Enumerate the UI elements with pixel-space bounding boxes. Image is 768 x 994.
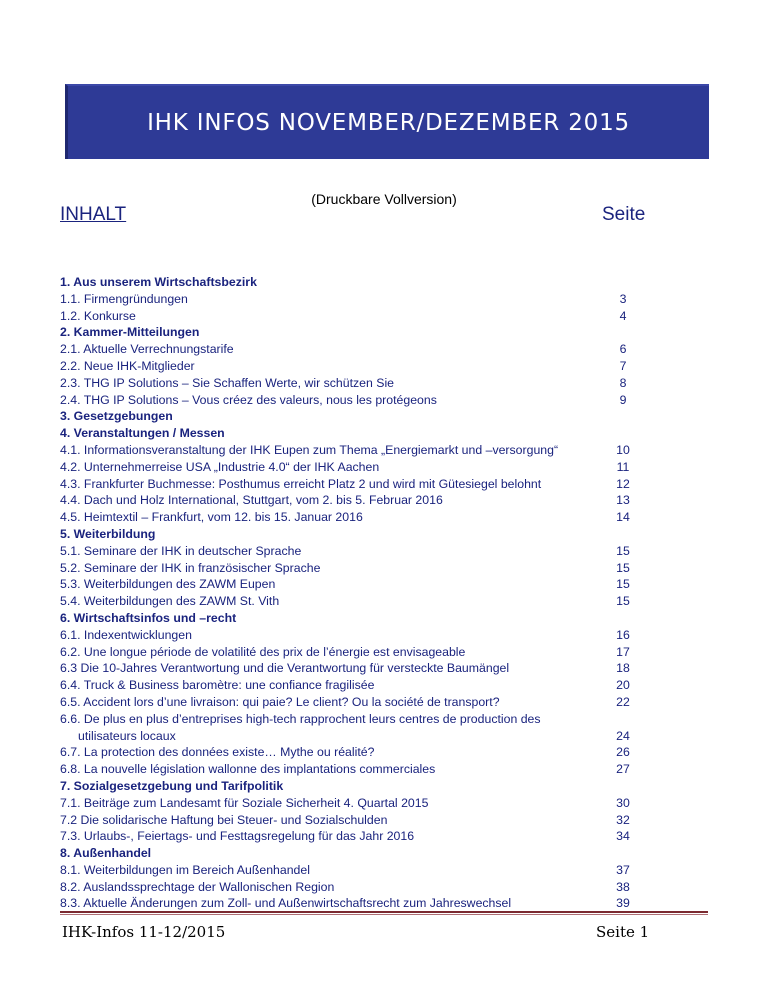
toc-entry-title: 2. Kammer-Mitteilungen xyxy=(60,325,200,340)
toc-entry xyxy=(60,711,680,745)
toc-entry xyxy=(60,660,680,677)
toc-section-heading xyxy=(60,526,680,543)
toc-entry-page: 15 xyxy=(616,594,630,609)
toc-entry-title: 5.3. Weiterbildungen des ZAWM Eupen xyxy=(60,577,276,592)
toc-entry-title: 1.2. Konkurse xyxy=(60,308,136,323)
toc-entry-page: 37 xyxy=(616,862,630,877)
toc-entry-title: 4.3. Frankfurter Buchmesse: Posthumus erreicht Platz 2 und wird mit Gütesiegel belohnt xyxy=(60,476,542,491)
toc-entry-page: 27 xyxy=(616,762,630,777)
toc-entry-title: 6.7. La protection des données existe… Mythe ou réalité? xyxy=(60,745,375,760)
toc-entry-page: 7 xyxy=(619,358,627,373)
toc-entry-title: 6. Wirtschaftsinfos und –recht xyxy=(60,610,237,625)
footer-rule-thin xyxy=(60,914,708,915)
toc-entry-title: 8.2. Auslandssprechtage der Wallonischen Region xyxy=(60,879,335,894)
toc-entry-title: 4.2. Unternehmerreise USA „Industrie 4.0“ der IHK Aachen xyxy=(60,459,380,474)
toc-entry-page: 17 xyxy=(616,644,630,659)
toc-entry-title: 5.1. Seminare der IHK in deutscher Sprache xyxy=(60,543,302,558)
toc-entry-title: 4.1. Informationsveranstaltung der IHK Eupen zum Thema „Energiemarkt und –versorgung“ xyxy=(60,442,559,457)
toc-entry-title: 5. Weiterbildung xyxy=(60,526,156,541)
toc-entry-title: 6.8. La nouvelle législation wallonne des implantations commerciales xyxy=(60,762,436,777)
toc-entry xyxy=(60,291,680,308)
toc-section-heading xyxy=(60,408,680,425)
toc-entry-page: 3 xyxy=(619,291,627,306)
toc-entry-page: 39 xyxy=(616,896,630,911)
toc-entry-page: 9 xyxy=(619,392,627,407)
toc-entry-page: 30 xyxy=(616,795,630,810)
toc-entry-page: 15 xyxy=(616,543,630,558)
toc-entry xyxy=(60,392,680,409)
toc-entry-title: 4.5. Heimtextil – Frankfurt, vom 12. bis 15. Januar 2016 xyxy=(60,510,363,525)
toc-entry-title: 4.4. Dach und Holz International, Stuttgart, vom 2. bis 5. Februar 2016 xyxy=(60,493,443,508)
toc-entry xyxy=(60,761,680,778)
toc-entry-title: 6.5. Accident lors d’une livraison: qui paie? Le client? Ou la société de transport? xyxy=(60,694,500,709)
toc-section-heading xyxy=(60,778,680,795)
toc-section-heading xyxy=(60,425,680,442)
footer-issue: IHK-Infos 11-12/2015 xyxy=(62,923,226,941)
toc-entry-title: 2.1. Aktuelle Verrechnungstarife xyxy=(60,342,234,357)
toc-entry-title: 6.6. De plus en plus d’entreprises high-tech rapprochent leurs centres de production des xyxy=(60,711,541,726)
footer-rule xyxy=(60,911,708,913)
toc-entry xyxy=(60,744,680,761)
toc-entry xyxy=(60,476,680,493)
toc-entry-title: 7.2 Die solidarische Haftung bei Steuer- und Sozialschulden xyxy=(60,812,388,827)
toc-entry xyxy=(60,677,680,694)
toc-entry xyxy=(60,828,680,845)
toc-entry-title: 8. Außenhandel xyxy=(60,846,152,861)
toc-section-heading xyxy=(60,324,680,341)
toc-entry xyxy=(60,895,680,912)
toc-entry-title: 2.3. THG IP Solutions – Sie Schaffen Werte, wir schützen Sie xyxy=(60,375,395,390)
toc-section-heading xyxy=(60,274,680,291)
toc-entry-page: 13 xyxy=(616,493,630,508)
toc-entry xyxy=(60,509,680,526)
seite-heading: Seite xyxy=(602,204,646,225)
toc-entry xyxy=(60,879,680,896)
toc-entry-page: 15 xyxy=(616,560,630,575)
toc-entry-page: 20 xyxy=(616,678,630,693)
toc-entry-page: 32 xyxy=(616,812,630,827)
toc-entry xyxy=(60,694,680,711)
toc-entry xyxy=(60,341,680,358)
toc-entry-title: 8.1. Weiterbildungen im Bereich Außenhandel xyxy=(60,862,310,877)
toc-entry-title: 3. Gesetzgebungen xyxy=(60,409,173,424)
toc-entry-title: 2.2. Neue IHK-Mitglieder xyxy=(60,358,195,373)
toc-entry xyxy=(60,812,680,829)
toc-entry xyxy=(60,795,680,812)
toc-entry-page: 22 xyxy=(616,694,630,709)
toc-entry xyxy=(60,862,680,879)
footer-page-number: Seite 1 xyxy=(596,923,650,941)
toc-entry-continuation: utilisateurs locaux xyxy=(78,728,176,743)
toc-entry-page: 38 xyxy=(616,879,630,894)
toc-entry-title: 6.4. Truck & Business baromètre: une confiance fragilisée xyxy=(60,678,375,693)
toc-entry-title: 1. Aus unserem Wirtschaftsbezirk xyxy=(60,275,257,289)
toc-entry xyxy=(60,576,680,593)
toc-entry-title: 6.3 Die 10-Jahres Verantwortung und die Verantwortung für versteckte Baumängel xyxy=(60,661,510,676)
toc-entry xyxy=(60,627,680,644)
toc-section-heading xyxy=(60,610,680,627)
toc-entry xyxy=(60,543,680,560)
toc-entry xyxy=(60,358,680,375)
toc-entry-title: 5.4. Weiterbildungen des ZAWM St. Vith xyxy=(60,594,280,609)
toc-entry xyxy=(60,644,680,661)
subtitle: (Druckbare Vollversion) xyxy=(311,191,457,207)
toc-entry-title: 7. Sozialgesetzgebung und Tarifpolitik xyxy=(60,778,284,793)
toc-entry-page: 8 xyxy=(619,375,627,390)
toc-entry-page: 12 xyxy=(616,476,630,491)
toc-entry xyxy=(60,560,680,577)
toc-entry-page: 14 xyxy=(616,510,630,525)
toc-entry xyxy=(60,492,680,509)
toc-entry-title: 7.1. Beiträge zum Landesamt für Soziale Sicherheit 4. Quartal 2015 xyxy=(60,795,429,810)
toc-entry-title: 7.3. Urlaubs-, Feiertags- und Festtagsregelung für das Jahr 2016 xyxy=(60,829,415,844)
toc-entry-title: 2.4. THG IP Solutions – Vous créez des valeurs, nous les protégeons xyxy=(60,392,437,407)
page-title: IHK INFOS NOVEMBER/DEZEMBER 2015 xyxy=(147,109,630,136)
toc-entry xyxy=(60,375,680,392)
toc-entry xyxy=(60,308,680,325)
toc-entry-page: 4 xyxy=(619,308,627,323)
toc-entry-page: 10 xyxy=(616,442,630,457)
title-banner xyxy=(65,84,709,159)
toc-entry-page: 34 xyxy=(616,829,630,844)
toc-entry-title: 1.1. Firmengründungen xyxy=(60,291,188,306)
toc-entry-page: 11 xyxy=(616,459,630,474)
toc-entry xyxy=(60,459,680,476)
toc-entry xyxy=(60,593,680,610)
toc-entry-title: 6.1. Indexentwicklungen xyxy=(60,627,192,642)
table-of-contents xyxy=(60,274,680,912)
toc-entry-title: 8.3. Aktuelle Änderungen zum Zoll- und Außenwirtschaftsrecht zum Jahreswechsel xyxy=(60,896,512,911)
toc-entry-page: 16 xyxy=(616,627,630,642)
toc-entry-title: 4. Veranstaltungen / Messen xyxy=(60,426,225,441)
toc-entry-page: 26 xyxy=(616,745,630,760)
toc-entry-page: 24 xyxy=(616,728,630,743)
toc-entry xyxy=(60,442,680,459)
toc-entry-page: 6 xyxy=(619,342,627,357)
inhalt-heading: INHALT xyxy=(60,204,127,225)
toc-entry-title: 5.2. Seminare der IHK in französischer Sprache xyxy=(60,560,321,575)
toc-entry-title: 6.2. Une longue période de volatilité des prix de l’énergie est envisageable xyxy=(60,644,466,659)
toc-entry-page: 15 xyxy=(616,577,630,592)
toc-entry-page: 18 xyxy=(616,661,630,676)
toc-section-heading xyxy=(60,845,680,862)
